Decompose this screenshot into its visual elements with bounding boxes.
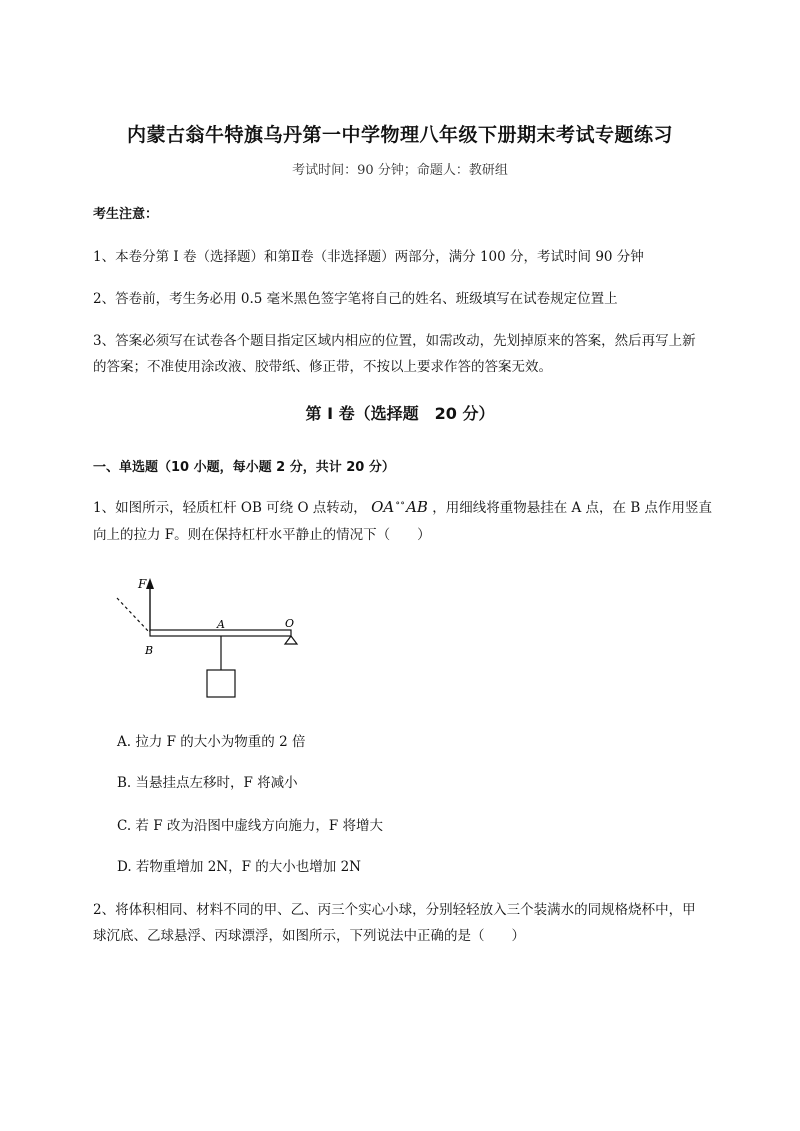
math-relation-symbol: ∘∘ bbox=[395, 498, 406, 509]
option-d: D. 若物重增加 2N，F 的大小也增加 2N bbox=[117, 859, 361, 875]
math-ab: AB bbox=[406, 498, 428, 516]
label-f: F bbox=[138, 577, 147, 591]
notice-item-1: 1、本卷分第 I 卷（选择题）和第Ⅱ卷（非选择题）两部分，满分 100 分，考试时间 90 分钟 bbox=[93, 249, 644, 265]
page-title: 内蒙古翁牛特旗乌丹第一中学物理八年级下册期末考试专题练习 bbox=[126, 124, 673, 146]
exam-info: 考试时间：90 分钟；命题人：教研组 bbox=[292, 163, 508, 178]
math-oa: OA bbox=[371, 498, 395, 516]
notice-heading: 考生注意： bbox=[93, 207, 159, 222]
option-a: A. 拉力 F 的大小为物重的 2 倍 bbox=[117, 734, 306, 750]
question-1-prefix: 1、如图所示，轻质杠杆 OB 可绕 O 点转动， bbox=[93, 500, 367, 516]
option-c: C. 若 F 改为沿图中虚线方向施力，F 将增大 bbox=[117, 818, 384, 834]
pivot-triangle bbox=[285, 636, 297, 644]
option-b: B. 当悬挂点左移时，F 将减小 bbox=[117, 775, 298, 791]
question-1-suffix: ，用细线将重物悬挂在 A 点，在 B 点作用竖直 bbox=[432, 500, 713, 516]
dashed-force-line bbox=[117, 598, 149, 632]
question-2-line-1: 2、将体积相同、材料不同的甲、乙、丙三个实心小球，分别轻轻放入三个装满水的同规格烧杯中，甲 bbox=[93, 902, 696, 918]
notice-item-3: 3、答案必须写在试卷各个题目指定区域内相应的位置，如需改动，先划掉原来的答案，然后再写上新 bbox=[93, 333, 696, 349]
question-1-line-1 bbox=[93, 496, 712, 516]
label-a: A bbox=[217, 618, 225, 631]
notice-item-2: 2、答卷前，考生务必用 0.5 毫米黑色签字笔将自己的姓名、班级填写在试卷规定位置上 bbox=[93, 291, 618, 307]
lever-figure bbox=[105, 572, 305, 704]
label-o: O bbox=[285, 617, 295, 630]
weight-block bbox=[207, 670, 235, 697]
notice-item-3-cont: 的答案；不准使用涂改液、胶带纸、修正带，不按以上要求作答的答案无效。 bbox=[93, 359, 552, 375]
question-1-line-2: 向上的拉力 F。则在保持杠杆水平静止的情况下（ ） bbox=[93, 527, 431, 543]
label-b: B bbox=[145, 644, 154, 657]
part-one-title: 第 I 卷（选择题 20 分） bbox=[305, 404, 495, 423]
force-arrow bbox=[146, 578, 154, 632]
section-heading: 一、单选题（10 小题，每小题 2 分，共计 20 分） bbox=[93, 460, 395, 475]
question-2-line-2: 球沉底、乙球悬浮、丙球漂浮，如图所示，下列说法中正确的是（ ） bbox=[93, 928, 525, 944]
